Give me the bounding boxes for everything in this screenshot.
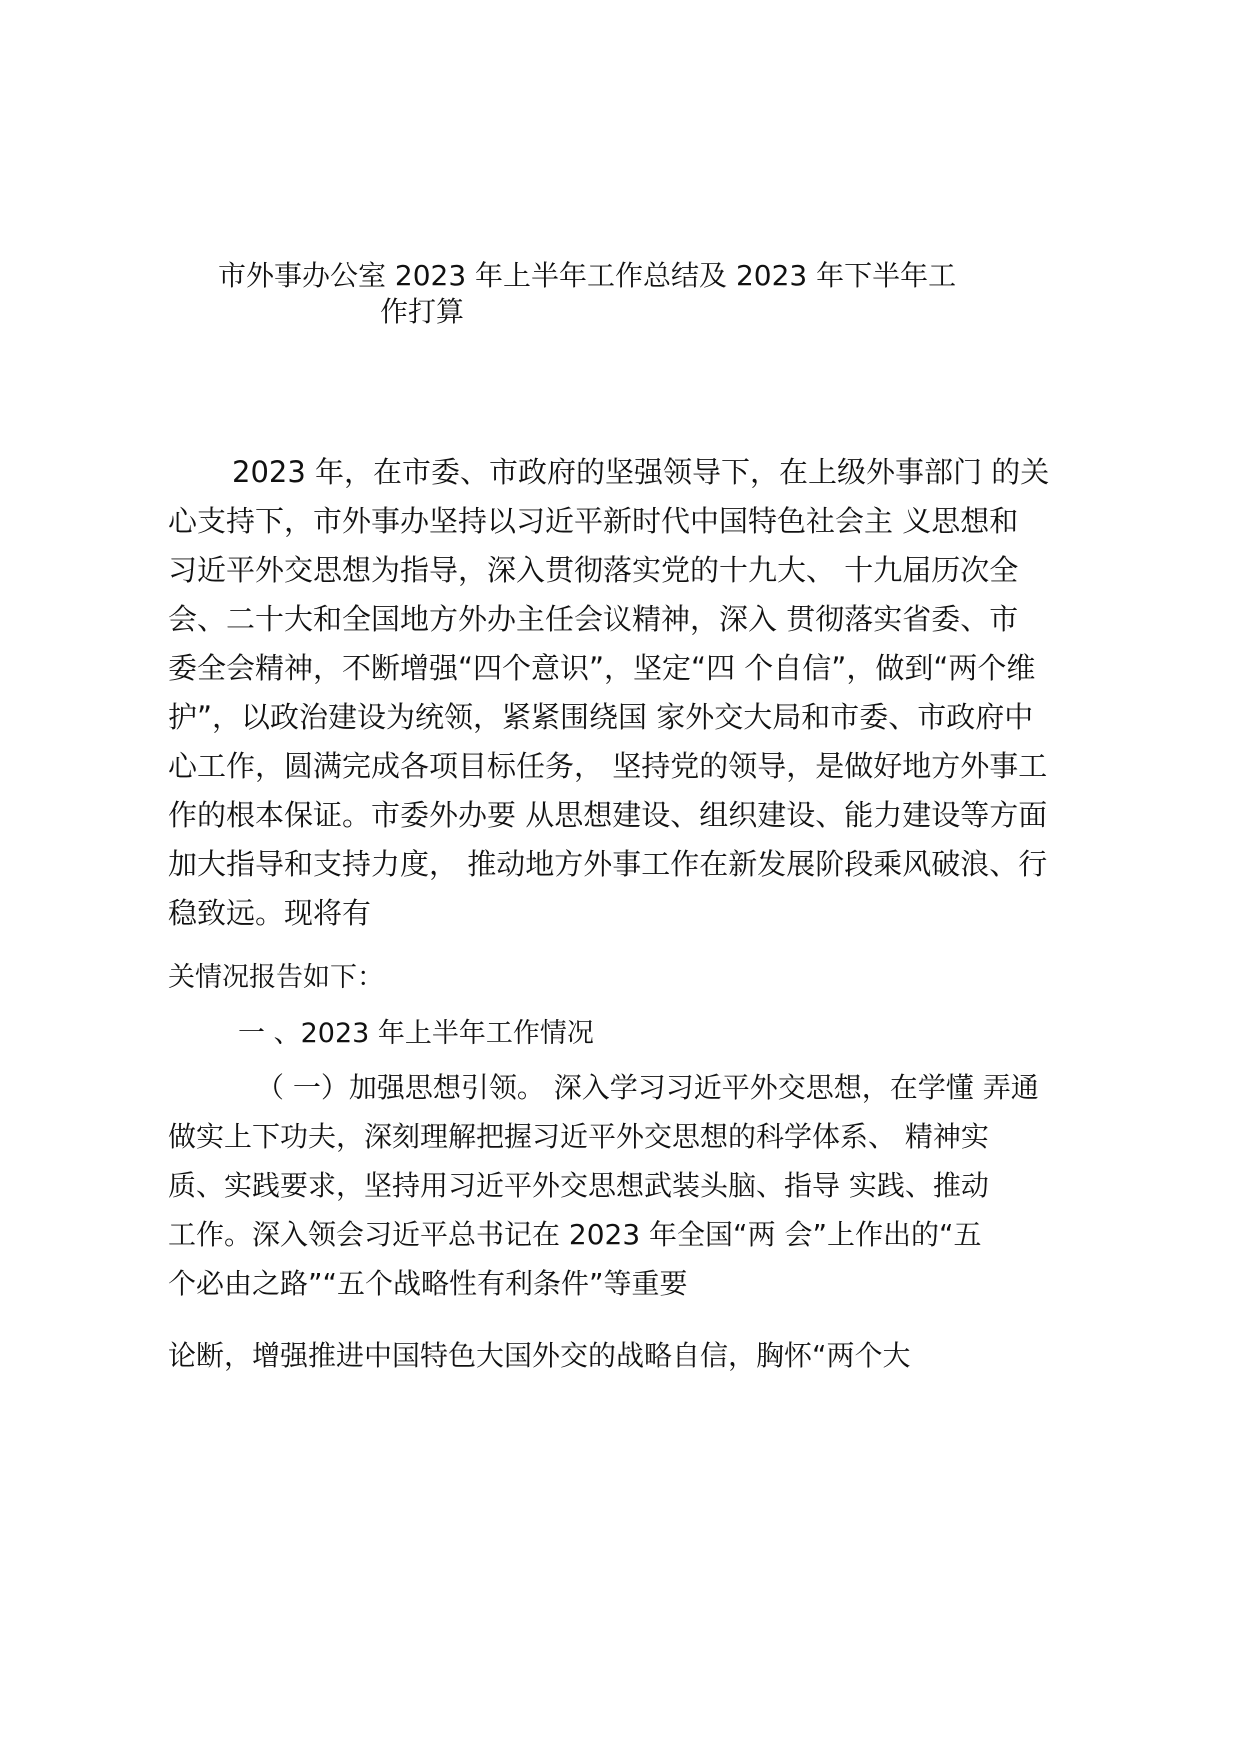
document-title-line-1: 市外事办公室 2023 年上半年工作总结及 2023 年下半年工 xyxy=(218,259,957,292)
intro-line: 作的根本保证。市委外办要 从思想建设、组织建设、能力建设等方面 xyxy=(168,798,1048,832)
intro-line: 2023 年，在市委、市政府的坚强领导下，在上级外事部门 的关 xyxy=(232,455,1050,489)
final-line: 论断，增强推进中国特色大国外交的战略自信，胸怀“两个大 xyxy=(168,1339,911,1372)
intro-line: 稳致远。现将有 xyxy=(168,896,372,930)
intro-line: 会、二十大和全国地方外办主任会议精神，深入 贯彻落实省委、市 xyxy=(168,602,1019,636)
intro-line: 心工作，圆满完成各项目标任务， 坚持党的领导，是做好地方外事工 xyxy=(168,749,1048,783)
intro-line: 习近平外交思想为指导，深入贯彻落实党的十九大、 十九届历次全 xyxy=(168,553,1019,587)
subsection-line: 个必由之路”“五个战略性有利条件”等重要 xyxy=(168,1267,688,1300)
intro-line: 护”，以政治建设为统领，紧紧围绕国 家外交大局和市委、市政府中 xyxy=(168,700,1034,734)
report-intro-line: 关情况报告如下： xyxy=(168,962,384,993)
intro-line: 心支持下，市外事办坚持以习近平新时代中国特色社会主 义思想和 xyxy=(168,504,1019,538)
document-title-line-2: 作打算 xyxy=(380,295,465,328)
section-heading: 一 、2023 年上半年工作情况 xyxy=(238,1018,594,1049)
subsection-line: 质、实践要求，坚持用习近平外交思想武装头脑、指导 实践、推动 xyxy=(168,1169,989,1202)
subsection-line: 工作。深入领会习近平总书记在 2023 年全国“两 会”上作出的“五 xyxy=(168,1218,982,1251)
intro-line: 加大指导和支持力度， 推动地方外事工作在新发展阶段乘风破浪、行 xyxy=(168,847,1048,881)
intro-line: 委全会精神，不断增强“四个意识”，坚定“四 个自信”，做到“两个维 xyxy=(168,651,1036,685)
subsection-line: 做实上下功夫，深刻理解把握习近平外交思想的科学体系、 精神实 xyxy=(168,1120,989,1153)
subsection-line: （ 一）加强思想引领。 深入学习习近平外交思想，在学懂 弄通 xyxy=(256,1071,1039,1104)
